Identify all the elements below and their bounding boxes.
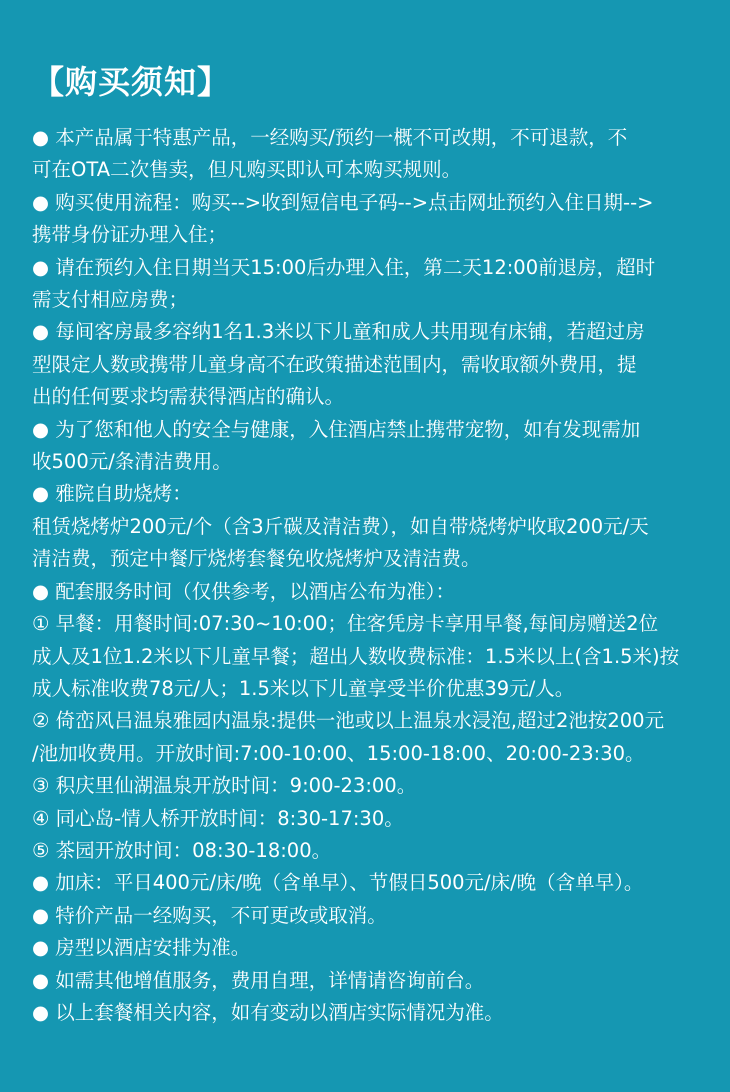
notice-line: ● 房型以酒店安排为准。 [32, 936, 251, 960]
notice-line: ● 雅院自助烧烤： [32, 482, 192, 506]
notice-line: 成人及1位1.2米以下儿童早餐；超出人数收费标准：1.5米以上(含1.5米)按 [32, 644, 680, 668]
notice-line: 型限定人数或携带儿童身高不在政策描述范围内，需收取额外费用，提 [32, 352, 637, 376]
notice-line: ● 本产品属于特惠产品，一经购买/预约一概不可改期，不可退款，不 [32, 126, 628, 149]
notice-line: ⑤ 茶园开放时间：08:30-18:00。 [32, 838, 332, 862]
notice-line: 可在OTA二次售卖，但凡购买即认可本购买规则。 [32, 158, 462, 182]
notice-line: 携带身份证办理入住； [32, 223, 228, 247]
notice-line: ● 每间客房最多容纳1名1.3米以下儿童和成人共用现有床铺，若超过房 [32, 320, 645, 344]
notice-line: 需支付相应房费； [32, 288, 189, 312]
notice-title: 【购买须知】 [32, 63, 231, 101]
notice-line: ① 早餐：用餐时间:07:30~10:00；住客凭房卡享用早餐,每间房赠送2位 [32, 612, 659, 636]
notice-line: /池加收费用。开放时间:7:00-10:00、15:00-18:00、20:00-23:30。 [32, 741, 645, 765]
notice-line: ● 配套服务时间（仅供参考，以酒店公布为准）： [32, 579, 455, 603]
notice-line: 出的任何要求均需获得酒店的确认。 [32, 385, 345, 409]
notice-line: 收500元/条清洁费用。 [32, 450, 232, 474]
notice-line: ● 为了您和他人的安全与健康，入住酒店禁止携带宠物，如有发现需加 [32, 417, 641, 441]
notice-line: 清洁费，预定中餐厅烧烤套餐免收烧烤炉及清洁费。 [32, 547, 481, 571]
notice-line: ② 倚峦风吕温泉雅园内温泉:提供一池或以上温泉水浸泡,超过2池按200元 [32, 709, 665, 733]
notice-line: ③ 积庆里仙湖温泉开放时间：9:00-23:00。 [32, 774, 417, 798]
notice-line: ● 以上套餐相关内容，如有变动以酒店实际情况为准。 [32, 1000, 504, 1024]
notice-line: ● 购买使用流程：购买-->收到短信电子码-->点击网址预约入住日期--> [32, 190, 654, 214]
notice-line: ● 特价产品一经购买，不可更改或取消。 [32, 903, 387, 927]
notice-line: ● 加床：平日400元/床/晚（含单早）、节假日500元/床/晚（含单早）。 [32, 871, 644, 895]
notice-line: ● 请在预约入住日期当天15:00后办理入住，第二天12:00前退房，超时 [32, 255, 656, 279]
notice-line: 成人标准收费78元/人；1.5米以下儿童享受半价优惠39元/人。 [32, 676, 575, 700]
notice-line: 租赁烧烤炉200元/个（含3斤碳及清洁费），如自带烧烤炉收取200元/天 [32, 514, 649, 538]
notice-lines [32, 122, 696, 1029]
notice-line: ④ 同心岛-情人桥开放时间：8:30-17:30。 [32, 806, 404, 830]
notice-line: ● 如需其他增值服务，费用自理，详情请咨询前台。 [32, 968, 485, 992]
